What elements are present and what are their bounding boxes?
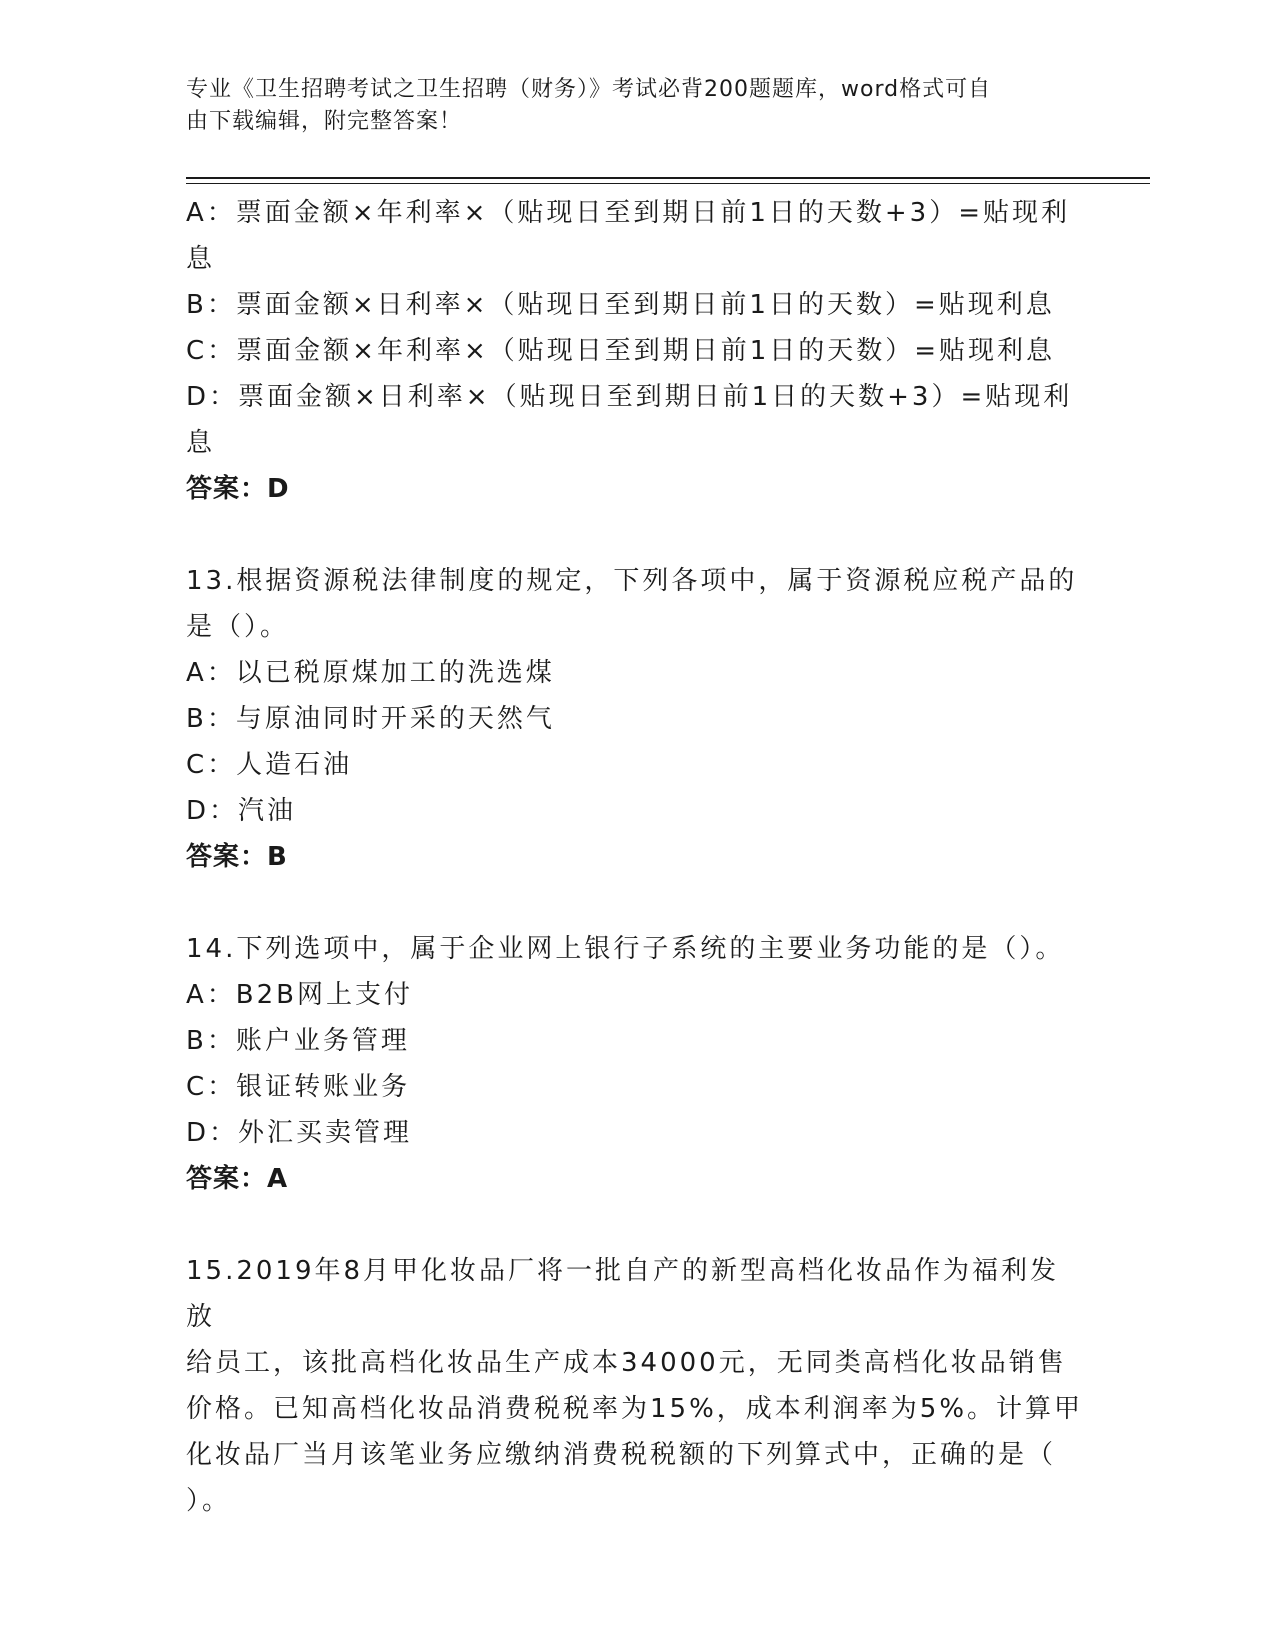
q13-option-c: C：人造石油 (186, 750, 353, 780)
q12-option-d-line-1: D：票面金额×日利率×（贴现日至到期日前1日的天数+3）=贴现利 (186, 382, 1073, 412)
question-13 (186, 558, 1086, 880)
q15-stem-line-5: ）。 (186, 1486, 232, 1516)
question-15 (186, 1248, 1086, 1524)
q14-stem: 14.下列选项中，属于企业网上银行子系统的主要业务功能的是（）。 (186, 934, 1065, 964)
question-12 (186, 190, 1086, 512)
q12-option-b: B：票面金额×日利率×（贴现日至到期日前1日的天数）=贴现利息 (186, 290, 1055, 320)
header-divider-thin (186, 183, 1150, 184)
q14-answer: 答案：A (186, 1164, 289, 1194)
document-header (186, 74, 1066, 138)
q13-answer: 答案：B (186, 842, 288, 872)
q14-option-a: A：B2B网上支付 (186, 980, 414, 1010)
q12-answer: 答案：D (186, 474, 290, 504)
q12-option-c: C：票面金额×年利率×（贴现日至到期日前1日的天数）=贴现利息 (186, 336, 1056, 366)
q14-option-c: C：银证转账业务 (186, 1072, 411, 1102)
q13-option-a: A：以已税原煤加工的洗选煤 (186, 658, 555, 688)
q13-stem-line-2: 是（）。 (186, 612, 290, 642)
q13-option-d: D：汽油 (186, 796, 297, 826)
q13-stem-line-1: 13.根据资源税法律制度的规定，下列各项中，属于资源税应税产品的 (186, 566, 1078, 596)
q15-stem-line-2: 给员工，该批高档化妆品生产成本34000元，无同类高档化妆品销售 (186, 1348, 1067, 1378)
spacer (186, 880, 1086, 926)
q12-option-a-line-2: 息 (186, 244, 216, 274)
document-body (186, 190, 1086, 1524)
question-14 (186, 926, 1086, 1202)
spacer (186, 1202, 1086, 1248)
header-divider-thick (186, 177, 1150, 179)
q14-option-d: D：外汇买卖管理 (186, 1118, 413, 1148)
q15-stem-line-1: 15.2019年8月甲化妆品厂将一批自产的新型高档化妆品作为福利发放 (186, 1256, 1060, 1332)
q14-option-b: B：账户业务管理 (186, 1026, 410, 1056)
q12-option-a-line-1: A：票面金额×年利率×（贴现日至到期日前1日的天数+3）=贴现利 (186, 198, 1071, 228)
q15-stem-line-3: 价格。已知高档化妆品消费税税率为15%，成本利润率为5%。计算甲 (186, 1394, 1084, 1424)
q13-option-b: B：与原油同时开采的天然气 (186, 704, 555, 734)
q12-option-d-line-2: 息 (186, 428, 216, 458)
q15-stem-line-4: 化妆品厂当月该笔业务应缴纳消费税税额的下列算式中，正确的是（ (186, 1440, 1057, 1470)
header-line-2: 由下载编辑，附完整答案！ (186, 109, 463, 134)
header-line-1: 专业《卫生招聘考试之卫生招聘（财务）》考试必背200题题库，word格式可自 (186, 77, 992, 102)
spacer (186, 512, 1086, 558)
